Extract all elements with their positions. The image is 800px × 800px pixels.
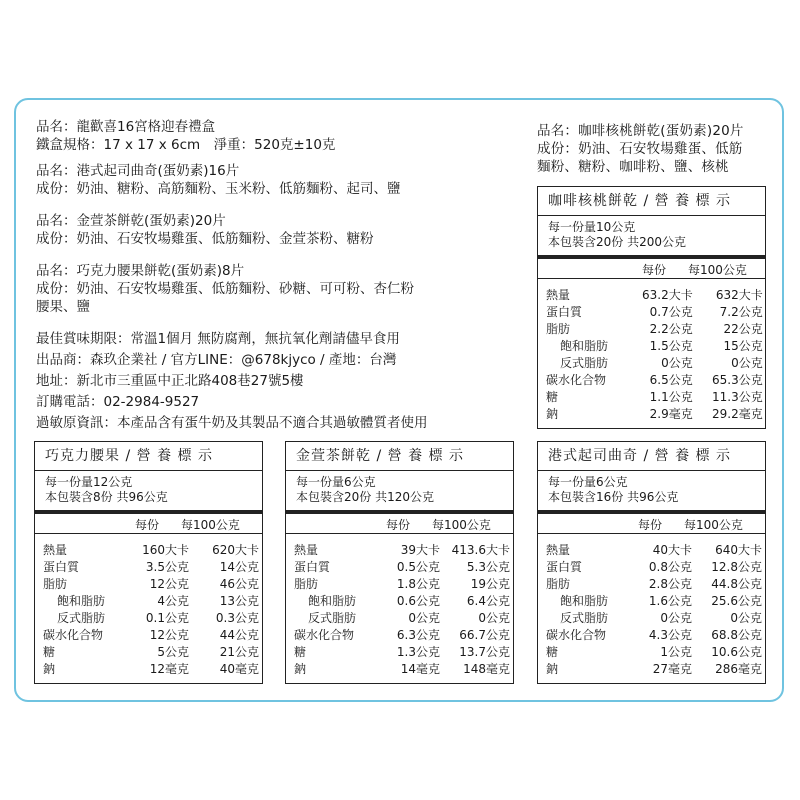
nutrition-panel-cheese — [537, 441, 766, 684]
col-per-100g: 每100公克 — [688, 263, 747, 277]
per-100g-value: 44公克 — [219, 628, 259, 642]
servings-per-pack: 本包裝含20份 共200公克 — [538, 235, 765, 259]
per-serving-value: 27毫克 — [652, 662, 692, 676]
nutrition-table — [294, 542, 510, 678]
nutrient-label: 脂肪 — [294, 577, 319, 591]
nutrition-row — [546, 542, 762, 559]
nutrition-title: 咖啡核桃餅乾 / 營 養 標 示 — [538, 187, 765, 216]
nutrition-table — [546, 287, 763, 423]
nutrient-label: 反式脂肪 — [560, 611, 609, 625]
per-100g-value: 11.3公克 — [712, 390, 763, 404]
per-100g-value: 413.6大卡 — [451, 543, 510, 557]
nutrient-label: 蛋白質 — [294, 560, 331, 574]
nutrient-label: 蛋白質 — [546, 560, 583, 574]
per-serving-value: 40大卡 — [652, 543, 692, 557]
item-coffee-ingredients: 成份：奶油、石安牧場雞蛋、低筋 — [537, 141, 743, 157]
nutrition-panel-chocolate — [34, 441, 263, 684]
nutrition-row — [294, 593, 510, 610]
per-100g-value: 6.4公克 — [466, 594, 510, 608]
per-100g-value: 13公克 — [219, 594, 259, 608]
per-100g-value: 5.3公克 — [466, 560, 510, 574]
per-serving-value: 12公克 — [149, 628, 189, 642]
nutrient-label: 鈉 — [43, 662, 56, 676]
nutrition-panel-coffee — [537, 186, 766, 429]
col-per-100g: 每100公克 — [684, 518, 743, 532]
nutrient-label: 熱量 — [43, 543, 68, 557]
per-serving-value: 12毫克 — [149, 662, 189, 676]
allergen-info: 過敏原資訊：本產品含有蛋牛奶及其製品不適合其過敏體質者使用 — [36, 415, 428, 431]
nutrition-row — [546, 406, 763, 423]
item-tea-ingredients: 成份：奶油、石安牧場雞蛋、低筋麵粉、金萱茶粉、糖粉 — [36, 231, 374, 247]
nutrition-row — [546, 372, 763, 389]
per-serving-value: 0公克 — [661, 356, 693, 370]
per-serving-value: 0.7公克 — [649, 305, 693, 319]
nutrient-label: 蛋白質 — [43, 560, 80, 574]
per-serving-value: 5公克 — [157, 645, 189, 659]
per-100g-value: 12.8公克 — [711, 560, 762, 574]
item-coffee-ingredients-cont: 麵粉、糖粉、咖啡粉、鹽、核桃 — [537, 159, 729, 175]
per-serving-value: 63.2大卡 — [642, 288, 693, 302]
per-100g-value: 0公克 — [730, 611, 762, 625]
per-serving-value: 4.3公克 — [648, 628, 692, 642]
per-100g-value: 286毫克 — [715, 662, 762, 676]
serving-size: 每一份量10公克 — [548, 220, 636, 234]
per-100g-value: 620大卡 — [212, 543, 259, 557]
nutrition-row — [546, 644, 762, 661]
nutrition-row — [43, 610, 259, 627]
per-100g-value: 0公克 — [731, 356, 763, 370]
nutrition-row — [43, 542, 259, 559]
per-100g-value: 65.3公克 — [712, 373, 763, 387]
nutrient-label: 鈉 — [294, 662, 307, 676]
nutrition-header — [538, 514, 765, 534]
nutrition-row — [43, 593, 259, 610]
nutrition-row — [546, 627, 762, 644]
per-serving-value: 39大卡 — [400, 543, 440, 557]
servings-per-pack: 本包裝含8份 共96公克 — [35, 490, 262, 514]
per-serving-value: 2.8公克 — [648, 577, 692, 591]
nutrition-title: 港式起司曲奇 / 營 養 標 示 — [538, 442, 765, 471]
nutrient-label: 糖 — [546, 645, 559, 659]
per-100g-value: 10.6公克 — [711, 645, 762, 659]
nutrient-label: 飽和脂肪 — [560, 339, 609, 353]
servings-per-pack: 本包裝含16份 共96公克 — [538, 490, 765, 514]
serving-size: 每一份量6公克 — [548, 475, 628, 489]
nutrient-label: 蛋白質 — [546, 305, 583, 319]
per-serving-value: 0公克 — [660, 611, 692, 625]
nutrition-row — [546, 287, 763, 304]
nutrition-panel-tea — [285, 441, 514, 684]
nutrient-label: 熱量 — [546, 288, 571, 302]
per-serving-value: 6.5公克 — [649, 373, 693, 387]
nutrient-label: 碳水化合物 — [546, 628, 607, 642]
per-serving-value: 1公克 — [660, 645, 692, 659]
order-phone: 訂購電話：02-2984-9527 — [36, 394, 200, 410]
per-serving-value: 12公克 — [149, 577, 189, 591]
nutrition-row — [294, 661, 510, 678]
per-100g-value: 0公克 — [478, 611, 510, 625]
nutrient-label: 鈉 — [546, 662, 559, 676]
per-serving-value: 1.6公克 — [648, 594, 692, 608]
per-serving-value: 1.5公克 — [649, 339, 693, 353]
per-serving-value: 3.5公克 — [145, 560, 189, 574]
nutrition-row — [546, 576, 762, 593]
nutrient-label: 脂肪 — [546, 577, 571, 591]
address: 地址：新北市三重區中正北路408巷27號5樓 — [36, 373, 304, 389]
nutrient-label: 碳水化合物 — [43, 628, 104, 642]
nutrition-row — [546, 355, 763, 372]
per-100g-value: 66.7公克 — [459, 628, 510, 642]
per-100g-value: 40毫克 — [219, 662, 259, 676]
nutrient-label: 飽和脂肪 — [308, 594, 357, 608]
per-serving-value: 160大卡 — [142, 543, 189, 557]
per-serving-value: 2.9毫克 — [649, 407, 693, 421]
nutrient-label: 糖 — [546, 390, 559, 404]
nutrient-label: 飽和脂肪 — [560, 594, 609, 608]
per-serving-value: 2.2公克 — [649, 322, 693, 336]
item-tea-name: 品名：金萱茶餅乾(蛋奶素)20片 — [36, 213, 226, 229]
per-100g-value: 22公克 — [723, 322, 763, 336]
nutrition-table — [546, 542, 762, 678]
per-serving-value: 0.6公克 — [396, 594, 440, 608]
item-cheese-name: 品名：港式起司曲奇(蛋奶素)16片 — [36, 163, 240, 179]
nutrition-row — [546, 559, 762, 576]
per-100g-value: 25.6公克 — [711, 594, 762, 608]
per-100g-value: 19公克 — [470, 577, 510, 591]
producer: 出品商：森玖企業社 / 官方LINE：@678kjyco / 產地：台灣 — [36, 352, 397, 368]
nutrient-label: 碳水化合物 — [294, 628, 355, 642]
per-100g-value: 29.2毫克 — [712, 407, 763, 421]
servings-per-pack: 本包裝含20份 共120公克 — [286, 490, 513, 514]
nutrition-row — [294, 542, 510, 559]
nutrition-row — [294, 610, 510, 627]
nutrition-row — [43, 661, 259, 678]
per-100g-value: 0.3公克 — [215, 611, 259, 625]
nutrition-header — [35, 514, 262, 534]
per-100g-value: 44.8公克 — [711, 577, 762, 591]
nutrition-header — [286, 514, 513, 534]
serving-size: 每一份量12公克 — [45, 475, 133, 489]
nutrient-label: 碳水化合物 — [546, 373, 607, 387]
item-chocolate-ingredients-cont: 腰果、鹽 — [36, 299, 90, 315]
per-100g-value: 7.2公克 — [719, 305, 763, 319]
serving-size: 每一份量6公克 — [296, 475, 376, 489]
per-100g-value: 68.8公克 — [711, 628, 762, 642]
nutrition-row — [546, 610, 762, 627]
nutrient-label: 飽和脂肪 — [57, 594, 106, 608]
nutrient-label: 反式脂肪 — [560, 356, 609, 370]
per-serving-value: 0.8公克 — [648, 560, 692, 574]
per-serving-value: 14毫克 — [400, 662, 440, 676]
shelf-life: 最佳賞味期限：常溫1個月 無防腐劑，無抗氧化劑請儘早食用 — [36, 331, 400, 347]
product-info — [36, 118, 526, 432]
gift-box-spec: 鐵盒規格：17 x 17 x 6cm 淨重：520克±10克 — [36, 137, 336, 153]
nutrition-row — [43, 644, 259, 661]
per-serving-value: 4公克 — [157, 594, 189, 608]
col-per-serving: 每份 — [386, 518, 411, 532]
per-serving-value: 1.8公克 — [396, 577, 440, 591]
nutrient-label: 糖 — [294, 645, 307, 659]
per-100g-value: 148毫克 — [463, 662, 510, 676]
nutrition-row — [546, 593, 762, 610]
col-per-100g: 每100公克 — [181, 518, 240, 532]
nutrient-label: 鈉 — [546, 407, 559, 421]
nutrition-row — [43, 576, 259, 593]
nutrition-row — [546, 304, 763, 321]
per-100g-value: 46公克 — [219, 577, 259, 591]
per-serving-value: 1.1公克 — [649, 390, 693, 404]
per-serving-value: 0.1公克 — [145, 611, 189, 625]
nutrition-row — [43, 627, 259, 644]
gift-box-name: 品名：龍歡喜16宮格迎春禮盒 — [36, 119, 216, 135]
item-chocolate-name: 品名：巧克力腰果餅乾(蛋奶素)8片 — [36, 263, 245, 279]
item-chocolate-ingredients: 成份：奶油、石安牧場雞蛋、低筋麵粉、砂糖、可可粉、杏仁粉 — [36, 281, 414, 297]
nutrition-row — [546, 661, 762, 678]
per-100g-value: 15公克 — [723, 339, 763, 353]
col-per-100g: 每100公克 — [432, 518, 491, 532]
nutrition-table — [43, 542, 259, 678]
nutrition-row — [294, 576, 510, 593]
col-per-serving: 每份 — [135, 518, 160, 532]
nutrition-row — [546, 389, 763, 406]
col-per-serving: 每份 — [638, 518, 663, 532]
per-100g-value: 632大卡 — [715, 288, 763, 302]
nutrition-title: 巧克力腰果 / 營 養 標 示 — [35, 442, 262, 471]
nutrition-title: 金萱茶餅乾 / 營 養 標 示 — [286, 442, 513, 471]
nutrition-row — [294, 644, 510, 661]
nutrition-row — [294, 627, 510, 644]
nutrient-label: 熱量 — [546, 543, 571, 557]
nutrition-row — [546, 338, 763, 355]
nutrient-label: 脂肪 — [546, 322, 571, 336]
nutrient-label: 糖 — [43, 645, 56, 659]
per-100g-value: 21公克 — [219, 645, 259, 659]
nutrition-row — [546, 321, 763, 338]
per-serving-value: 0.5公克 — [396, 560, 440, 574]
nutrition-header — [538, 259, 765, 279]
per-serving-value: 6.3公克 — [396, 628, 440, 642]
nutrition-row — [43, 559, 259, 576]
item-cheese-ingredients: 成份：奶油、糖粉、高筋麵粉、玉米粉、低筋麵粉、起司、鹽 — [36, 181, 401, 197]
per-100g-value: 14公克 — [219, 560, 259, 574]
nutrient-label: 反式脂肪 — [308, 611, 357, 625]
nutrient-label: 反式脂肪 — [57, 611, 106, 625]
per-serving-value: 0公克 — [408, 611, 440, 625]
nutrient-label: 脂肪 — [43, 577, 68, 591]
per-100g-value: 640大卡 — [715, 543, 762, 557]
item-coffee-name: 品名：咖啡核桃餅乾(蛋奶素)20片 — [537, 123, 744, 139]
per-serving-value: 1.3公克 — [396, 645, 440, 659]
per-100g-value: 13.7公克 — [459, 645, 510, 659]
col-per-serving: 每份 — [642, 263, 667, 277]
nutrition-row — [294, 559, 510, 576]
nutrient-label: 熱量 — [294, 543, 319, 557]
